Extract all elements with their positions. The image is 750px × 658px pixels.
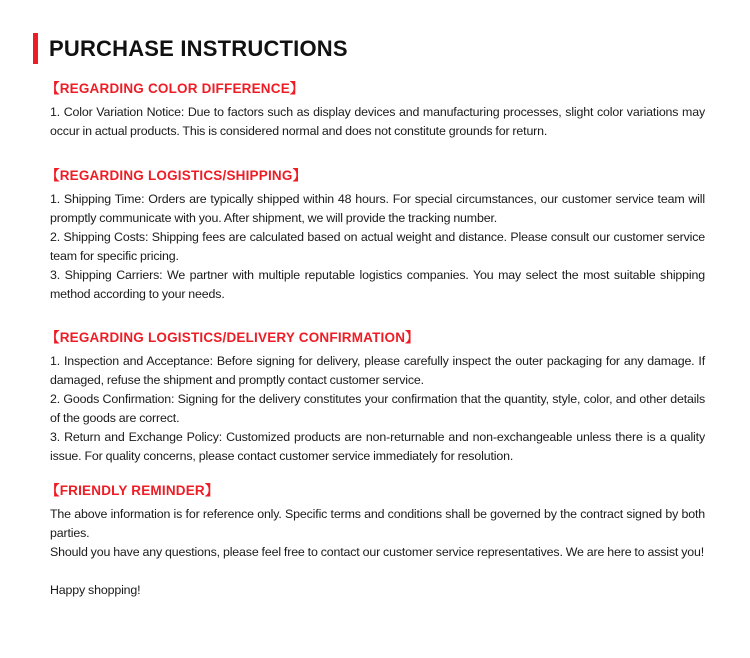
title-accent-bar	[33, 33, 38, 64]
section-friendly-reminder	[46, 480, 705, 600]
section-color-difference	[46, 78, 705, 165]
section-heading: 【REGARDING LOGISTICS/DELIVERY CONFIRMATION】	[46, 330, 419, 345]
section-paragraph: 3. Shipping Carriers: We partner with multiple reputable logistics companies. You may select the most suitable shipping method according to your needs.	[50, 268, 705, 301]
section-paragraph: 1. Color Variation Notice: Due to factors such as display devices and manufacturing processes, slight color variations may occur in actual products. This is considered normal and does not constitute grounds for return.	[50, 105, 705, 138]
page-header	[33, 32, 348, 64]
instructions-content	[46, 78, 705, 600]
closing-line: Happy shopping!	[50, 583, 141, 597]
section-heading: 【FRIENDLY REMINDER】	[46, 483, 219, 498]
section-paragraph: 2. Goods Confirmation: Signing for the delivery constitutes your confirmation that the quantity, style, color, and other details of the goods are correct.	[50, 392, 705, 425]
section-heading: 【REGARDING COLOR DIFFERENCE】	[46, 81, 304, 96]
page-title: PURCHASE INSTRUCTIONS	[49, 35, 348, 61]
section-paragraph: 2. Shipping Costs: Shipping fees are calculated based on actual weight and distance. Please consult our customer service team for specific pricing.	[50, 230, 705, 263]
section-paragraph: 1. Shipping Time: Orders are typically shipped within 48 hours. For special circumstances, our customer service team will promptly communicate with you. After shipment, we will provide the tracking number.	[50, 192, 705, 225]
section-heading: 【REGARDING LOGISTICS/SHIPPING】	[46, 168, 307, 183]
section-paragraph: 3. Return and Exchange Policy: Customized products are non-returnable and non-exchangeable unless there is a quality issue. For quality concerns, please contact customer service immediately for resolution.	[50, 430, 705, 463]
section-paragraph: The above information is for reference only. Specific terms and conditions shall be governed by the contract signed by both parties.	[50, 507, 705, 540]
section-paragraph: 1. Inspection and Acceptance: Before signing for delivery, please carefully inspect the outer packaging for any damage. If damaged, refuse the shipment and promptly contact customer service.	[50, 354, 705, 387]
section-delivery-confirmation	[46, 327, 705, 480]
section-paragraph: Should you have any questions, please feel free to contact our customer service representatives. We are here to assist you!	[50, 545, 705, 559]
paragraph-spacer	[50, 562, 705, 581]
section-logistics-shipping	[46, 165, 705, 327]
